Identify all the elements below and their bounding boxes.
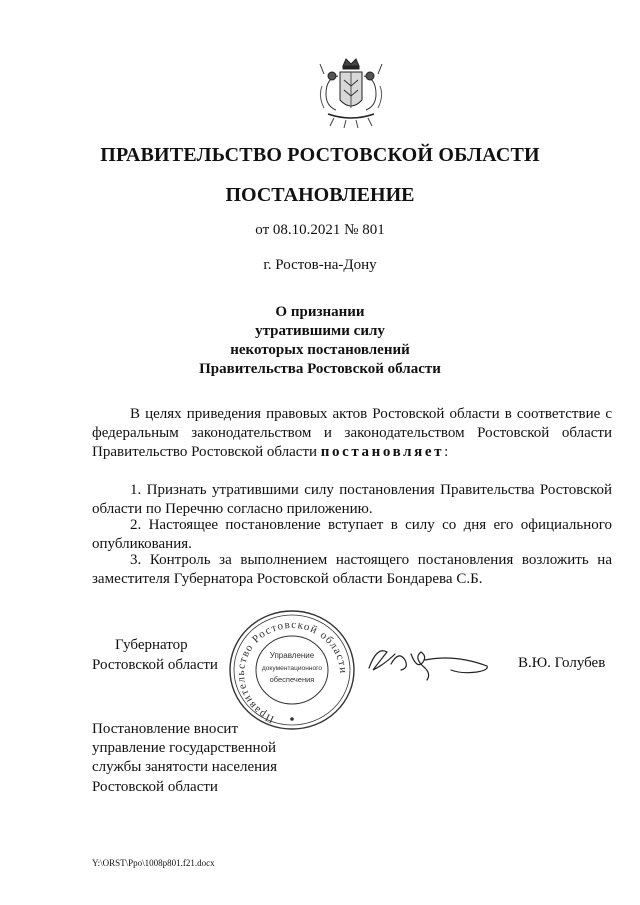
clause-2 — [92, 516, 612, 554]
official-seal-stamp — [228, 608, 356, 732]
subject-line: О признании — [275, 304, 365, 320]
position-line: Ростовской области — [92, 657, 218, 673]
submitter-line: управление государственной — [92, 740, 277, 757]
svg-text:обеспечения: обеспечения — [269, 675, 315, 684]
file-path: Y:\ORST\Ppo\1008p801.f21.docx — [92, 858, 215, 868]
subject-line: некоторых постановлений — [230, 342, 410, 358]
handwritten-signature — [365, 640, 495, 682]
government-title: ПРАВИТЕЛЬСТВО РОСТОВСКОЙ ОБЛАСТИ — [100, 144, 540, 166]
preamble-keyword: постановляет — [320, 444, 445, 461]
clause-1 — [92, 481, 612, 519]
document-type: ПОСТАНОВЛЕНИЕ — [225, 184, 415, 206]
submitter-note — [92, 720, 277, 797]
clause-2-text: 2. Настоящее постановление вступает в силу со дня его официального опубликования. — [92, 517, 612, 553]
preamble-paragraph — [92, 405, 612, 463]
submitter-line: Ростовской области — [92, 778, 218, 795]
position-line: Губернатор — [115, 637, 188, 653]
clause-3 — [92, 551, 612, 589]
subject-line: утратившими силу — [255, 323, 385, 339]
document-date-number: от 08.10.2021 № 801 — [255, 222, 385, 238]
svg-text:Правительство Ростовской облас: Правительство Ростовской области — [234, 618, 350, 726]
clause-3-text: 3. Контроль за выполнением настоящего постановления возложить на заместителя Губернатора Ростовской области Бондарева С.Б. — [92, 552, 612, 588]
svg-text:документационного: документационного — [261, 665, 323, 672]
submitter-line: Постановление вносит — [92, 721, 239, 737]
coat-of-arms-icon — [316, 56, 386, 130]
clause-1-text: 1. Признать утратившими силу постановления Правительства Ростовской области по Перечню согласно приложению. — [92, 482, 612, 518]
document-subject — [0, 303, 640, 379]
preamble-text: В целях приведения правовых актов Ростовской области в соответствие с федеральным законодательством и законодательством Ростовской области Правительство Ростовской области — [92, 406, 612, 461]
signatory-name: В.Ю. Голубев — [518, 655, 606, 671]
document-city: г. Ростов-на-Дону — [263, 257, 377, 273]
subject-line: Правительства Ростовской области — [199, 361, 441, 377]
preamble-end: : — [444, 444, 449, 461]
svg-text:Управление: Управление — [269, 651, 315, 660]
signatory-position — [92, 635, 218, 675]
submitter-line: службы занятости населения — [92, 759, 278, 776]
